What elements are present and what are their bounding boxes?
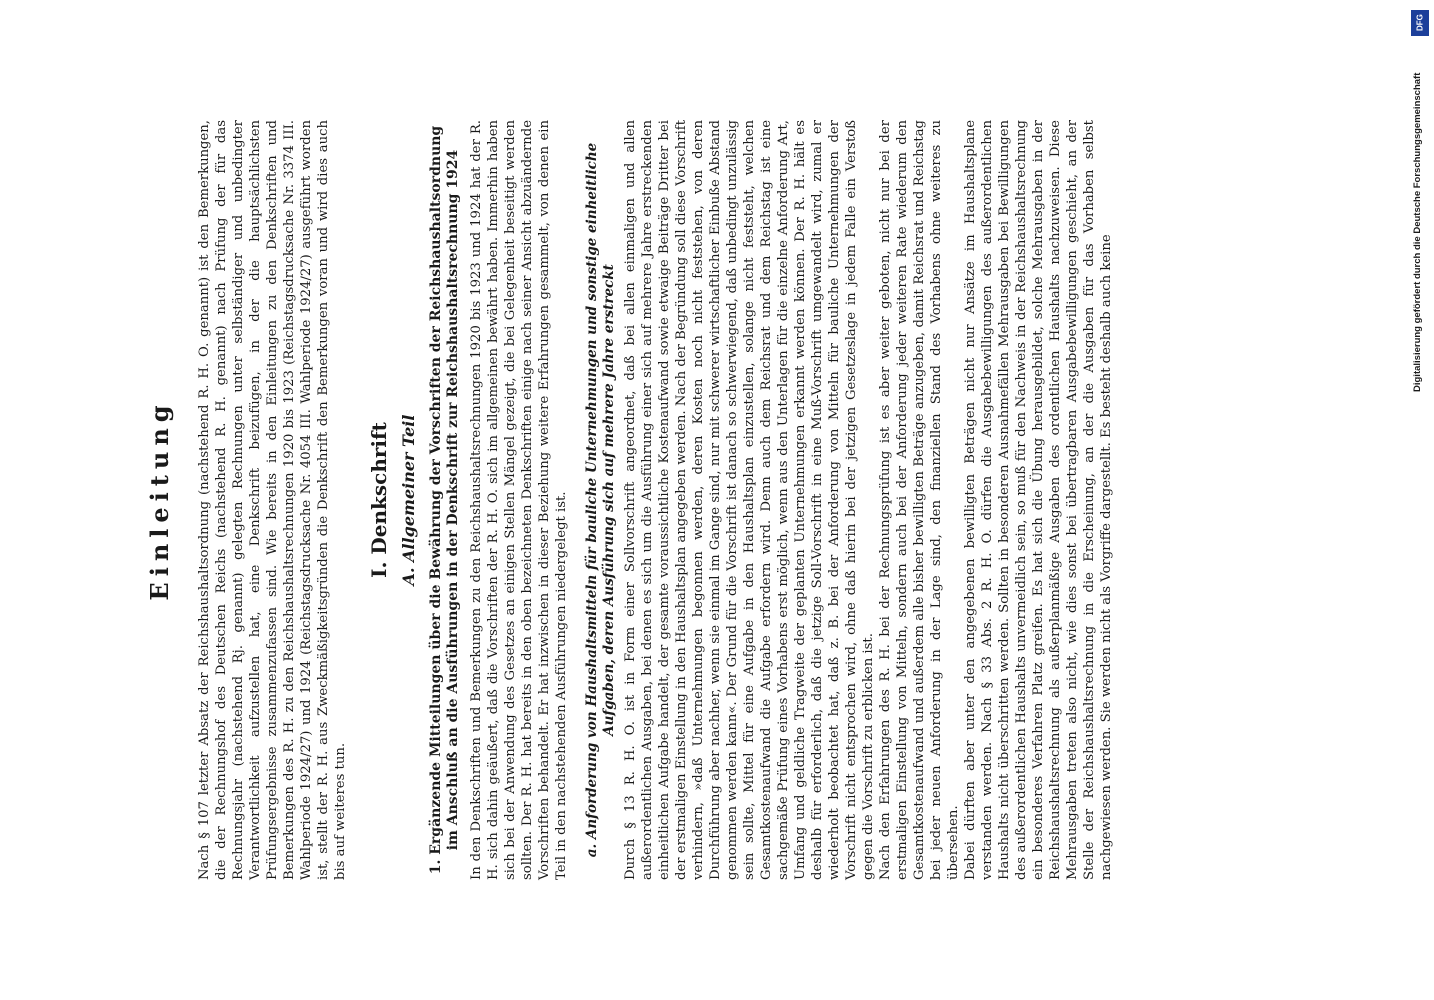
- paragraph: Dabei dürften aber unter den angegebenen bewilligten Beträgen nicht nur Ansätze im Haushaltsplane verstanden werden. Nach § 33 Abs. 2 R. H. O. dürfen die Ausgabebewilligungen des außerordentlichen Haushalts nicht überschritten werden. Sollten in besonderen Ausnahmefällen Mehrausgaben bei Bewilligungen des außerordentlichen Haushalts unvermeidlich sein, so muß für den Nachweis in der Reichshaushaltsrechnung ein besonderes Verfahren Platz greifen. Es hat sich die Übung herausgebildet, solche Mehrausgaben in der Reichshaushaltsrechnung als außerplanmäßige Ausgaben des ordentlichen Haushalts nachzuweisen. Diese Mehrausgaben treten also nicht, wie dies sonst bei übertragbaren Ausgabebewilligungen geschieht, an der Stelle der Reichshaushaltsrechnung in die Erscheinung, an der die Ausgaben für das Vorhaben selbst nachgewiesen werden. Sie werden nicht als Vorgriffe dargestellt. Es besteht deshalb auch keine: [963, 120, 1114, 880]
- rotated-text-block: [145, 120, 1285, 880]
- subsubsection-heading: 1. Ergänzende Mitteilungen über die Bewährung der Vorschriften der Reichshaushaltsordnung im Anschluß an die Ausführungen in der Denkschrift zur Reichshaushaltsrechnung 1924: [428, 125, 461, 875]
- intro-paragraph: Nach § 107 letzter Absatz der Reichshaushaltsordnung (nachstehend R. H. O. genannt) ist den Bemerkungen, die der Rechnungshof des Deutschen Reichs (nachstehend R. H. genannt) nach Prüfung der für das Rechnungsjahr (nachstehend Rj. genannt) gelegten Rechnungen unter selbständiger und unbedingter Verantwortlichkeit aufzustellen hat, eine Denkschrift beizufügen, in der die hauptsächlichsten Prüfungsergebnisse zusammenzufassen sind. Wie bereits in den Einleitungen zu den Denkschriften und Bemerkungen des R. H. zu den Reichshaushaltsrechnungen 1920 bis 1923 (Reichstagsdrucksache Nr. 3374 III. Wahlperiode 1924/27) und 1924 (Reichstagsdrucksache Nr. 4054 III. Wahlperiode 1924/27) ausgeführt worden ist, stellt der R. H. aus Zweckmäßigkeitsgründen die Denkschrift den Bemerkungen voran und wird dies auch bis auf weiteres tun.: [197, 120, 348, 880]
- paragraph: Durch § 13 R. H. O. ist in Form einer Sollvorschrift angeordnet, daß bei allen einmaligen und allen außerordentlichen Ausgaben, bei denen es sich um die Ausführung einer sich auf mehrere Jahre erstreckenden einheitlichen Aufgabe handelt, der gesamte voraussichtliche Kostenaufwand sowie etwaige Beiträge Dritter bei der erstmaligen Einstellung in den Haushaltsplan angegeben werden. Nach der Begründung soll diese Vorschrift verhindern, »daß Unternehmungen begonnen werden, deren Kosten noch nicht feststehen, von deren Durchführung aber nachher, wenn sie einmal im Gange sind, nur mit schwerer wirtschaftlicher Einbuße Abstand genommen werden kann«. Der Grund für die Vorschrift ist danach so schwerwiegend, daß unbedingt unzulässig sein sollte, Mittel für eine Aufgabe in den Haushaltsplan einzustellen, solange nicht feststeht, welchen Gesamtkostenaufwand die Aufgabe erfordern wird. Denn auch dem Reichsrat und dem Reichstag ist eine sachgemäße Prüfung eines Vorhabens erst möglich, wenn aus den Unterlagen für die einzelne Anforderung Art, Umfang und geldliche Tragweite der geplanten Unternehmungen erkannt werden können. Der R. H. hält es deshalb für erforderlich, daß die jetzige Soll-Vorschrift in eine Muß-Vorschrift umgewandelt wird, zumal er wiederholt beobachtet hat, daß z. B. bei der Anforderung von Mitteln für bauliche Unternehmungen der Vorschrift nicht entsprochen wird, ohne daß hierin bei der jetzigen Gesetzeslage in jedem Falle ein Verstoß gegen die Vorschrift zu erblicken ist.: [623, 120, 876, 880]
- paragraph: In den Denkschriften und Bemerkungen zu den Reichshaushaltsrechnungen 1920 bis 1923 und 1924 hat der R. H. sich dahin geäußert, daß die Vorschriften der R. H. O. sich im allgemeinen bewährt haben. Immerhin haben sich bei der Anwendung des Gesetzes an einigen Stellen Mängel gezeigt, die bei Gelegenheit beseitigt werden sollten. Der R. H. hat bereits in den oben bezeichneten Denkschriften einige nach seiner Ansicht abzuändernde Vorschriften behandelt. Er hat inzwischen in dieser Beziehung weitere Erfahrungen gesammelt, von denen ein Teil in den nachstehenden Ausführungen niedergelegt ist.: [469, 120, 569, 880]
- item-heading: a. Anforderung von Haushaltsmitteln für bauliche Unternehmungen und sonstige einheitliche Aufgaben, deren Ausführung sich auf mehrere Jahre erstreckt: [584, 142, 617, 858]
- dfg-logo-icon: DFG: [1411, 10, 1429, 36]
- subsection-heading: A. Allgemeiner Teil: [399, 414, 418, 586]
- funding-credit: Digitalisierung gefördert durch die Deutsche Forschungsgemeinschaft: [1412, 72, 1423, 392]
- funding-sidebar: [1410, 0, 1432, 1000]
- page-title: Einleitung: [145, 399, 174, 601]
- paragraph: Nach den Erfahrungen des R. H. bei der Rechnungsprüfung ist es aber weiter geboten, nicht nur bei der erstmaligen Einstellung von Mitteln, sondern auch bei der Anforderung jeder weiteren Rate wiederum den Gesamtkostenaufwand und außerdem alle bisher bewilligten Beträge anzugeben, damit Reichsrat und Reichstag bei jeder neuen Anforderung in der Lage sind, den finanziellen Stand des Vorhabens ohne weiteres zu übersehen.: [878, 120, 961, 880]
- section-heading: I. Denkschrift: [367, 422, 391, 578]
